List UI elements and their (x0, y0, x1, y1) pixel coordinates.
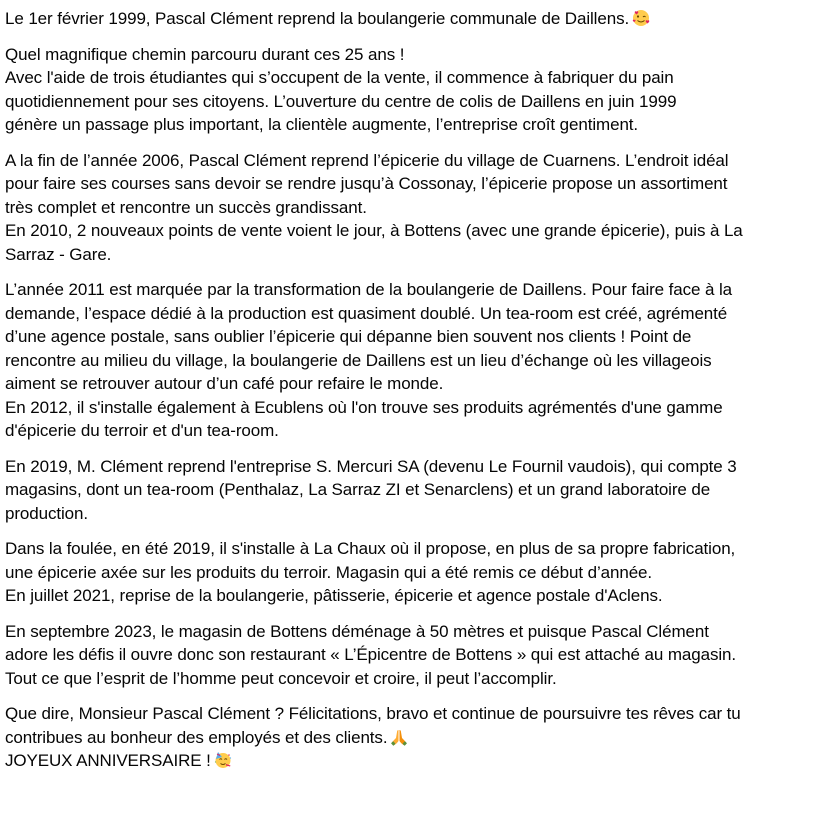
text-line: A la fin de l’année 2006, Pascal Clément reprend l’épicerie du village de Cuarnens. L’endroit idéal (5, 150, 729, 170)
paragraph-5 (5, 455, 833, 526)
text-line: JOYEUX ANNIVERSAIRE ! (5, 749, 833, 773)
text-line: En juillet 2021, reprise de la boulangerie, pâtisserie, épicerie et agence postale d'Aclens. (5, 586, 663, 605)
text-line: Que dire, Monsieur Pascal Clément ? Félicitations, bravo et continue de poursuivre tes rêves car tu (5, 704, 741, 723)
text-line: d’une agence postale, sans oublier l’épicerie qui dépanne bien souvent nos clients ! Point de (5, 327, 692, 346)
post-text (5, 7, 833, 785)
folded-hands-icon (390, 728, 408, 746)
paragraph-6 (5, 537, 833, 608)
text-line: Dans la foulée, en été 2019, il s'installe à La Chaux où il propose, en plus de sa propre fabrication, (5, 539, 736, 558)
paragraph-8 (5, 702, 833, 773)
partying-face-icon (214, 751, 232, 769)
text-line: Avec l'aide de trois étudiantes qui s’occupent de la vente, il commence à fabriquer du pain (5, 68, 674, 87)
text-line: En septembre 2023, le magasin de Bottens déménage à 50 mètres et puisque Pascal Clément (5, 621, 709, 641)
text-line: En 2010, 2 nouveaux points de vente voient le jour, à Bottens (avec une grande épicerie), puis à La (5, 221, 743, 240)
text-line: production. (5, 503, 89, 523)
text-line: En 2012, il s'installe également à Ecublens où l'on trouve ses produits agrémentés d'une gamme (5, 397, 723, 417)
text-line: une épicerie axée sur les produits du terroir. Magasin qui a été remis ce début d’année. (5, 562, 653, 582)
smiling-face-with-hearts-icon (632, 9, 650, 27)
text-line: très complet et rencontre un succès grandissant. (5, 197, 367, 217)
text-line: L’année 2011 est marquée par la transformation de la boulangerie de Daillens. Pour faire face à la (5, 280, 733, 299)
text-line: adore les défis il ouvre donc son restaurant « L’Épicentre de Bottens » qui est attaché au magasin. (5, 645, 737, 664)
text-line: pour faire ses courses sans devoir se rendre jusqu’à Cossonay, l’épicerie propose un assortiment (5, 174, 728, 193)
text-line: quotidiennement pour ses citoyens. L’ouverture du centre de colis de Daillens en juin 1999 (5, 91, 677, 111)
text-line: Quel magnifique chemin parcouru durant ces 25 ans ! (5, 44, 405, 64)
text-line: Sarraz - Gare. (5, 244, 112, 264)
paragraph-2 (5, 43, 833, 137)
paragraph-7 (5, 620, 833, 691)
text-line: Tout ce que l’esprit de l’homme peut concevoir et croire, il peut l’accomplir. (5, 668, 557, 688)
text-line: d'épicerie du terroir et d'un tea-room. (5, 421, 279, 440)
text-line: rencontre au milieu du village, la boulangerie de Daillens est un lieu d’échange où les villageois (5, 350, 712, 370)
text-line: contribues au bonheur des employés et des clients. (5, 726, 833, 750)
text-line: génère un passage plus important, la clientèle augmente, l’entreprise croît gentiment. (5, 115, 639, 134)
text-line: En 2019, M. Clément reprend l'entreprise S. Mercuri SA (devenu Le Fournil vaudois), qui compte 3 (5, 456, 737, 476)
text-line: demande, l’espace dédié à la production est quasiment doublé. Un tea-room est créé, agrémenté (5, 303, 728, 323)
text-line: magasins, dont un tea-room (Penthalaz, La Sarraz ZI et Senarclens) et un grand laboratoire de (5, 480, 711, 499)
paragraph-1 (5, 7, 833, 31)
text-line: aiment se retrouver autour d’un café pour refaire le monde. (5, 374, 444, 393)
paragraph-3 (5, 149, 833, 267)
paragraph-4 (5, 278, 833, 443)
text-line: Le 1er février 1999, Pascal Clément reprend la boulangerie communale de Daillens. (5, 7, 833, 31)
